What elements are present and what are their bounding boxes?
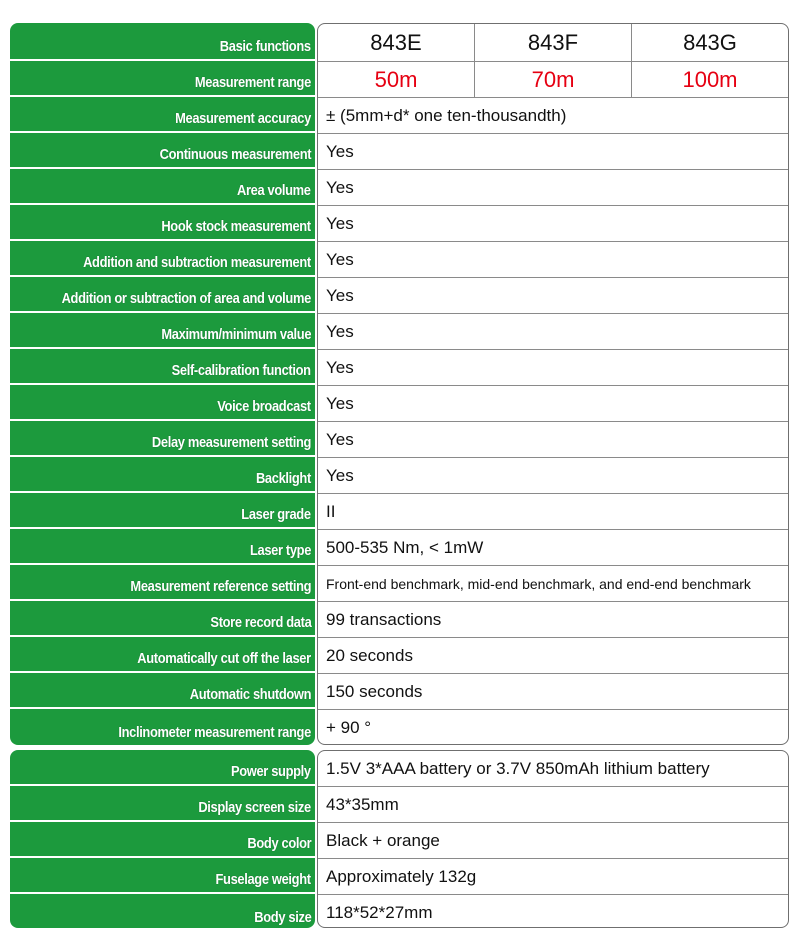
range-cell bbox=[632, 62, 788, 97]
label-row-addition-and-subtraction-measurement bbox=[10, 241, 315, 277]
spec-label: Maximum/minimum value bbox=[161, 326, 311, 343]
spec-labels-column bbox=[10, 23, 315, 745]
spec-label: Voice broadcast bbox=[217, 398, 311, 415]
label-row-body-color bbox=[10, 822, 315, 858]
spec-label: Continuous measurement bbox=[159, 146, 311, 163]
spec-label: Inclinometer measurement range bbox=[118, 724, 311, 741]
spec-value: 43*35mm bbox=[318, 787, 788, 823]
spec-value: 1.5V 3*AAA battery or 3.7V 850mAh lithium battery bbox=[318, 751, 788, 787]
spec-table-main bbox=[10, 23, 789, 745]
spec-value: 500-535 Nm, < 1mW bbox=[318, 530, 788, 566]
label-row-power-supply bbox=[10, 750, 315, 786]
label-row-inclinometer-measurement-range bbox=[10, 709, 315, 745]
spec-value: Black + orange bbox=[318, 823, 788, 859]
spec-label: Basic functions bbox=[220, 38, 311, 55]
label-row-laser-type bbox=[10, 529, 315, 565]
spec-label: Measurement range bbox=[194, 74, 311, 91]
model-cell bbox=[318, 24, 475, 61]
spec-value: + 90 ° bbox=[326, 718, 372, 737]
range-value: 70m bbox=[531, 66, 575, 92]
label-row-delay-measurement-setting bbox=[10, 421, 315, 457]
spec-label: Body size bbox=[253, 909, 311, 926]
label-row-voice-broadcast bbox=[10, 385, 315, 421]
spec-label: Store record data bbox=[210, 614, 311, 631]
measurement-range-row bbox=[318, 62, 788, 98]
spec-label: Laser type bbox=[249, 542, 311, 559]
label-row-display-screen-size bbox=[10, 786, 315, 822]
spec-value: Approximately 132g bbox=[318, 859, 788, 895]
spec-label: Fuselage weight bbox=[215, 871, 311, 888]
model-name: 843F bbox=[527, 29, 579, 55]
spec-label: Delay measurement setting bbox=[151, 434, 311, 451]
label-row-laser-grade bbox=[10, 493, 315, 529]
spec-label: Hook stock measurement bbox=[161, 218, 311, 235]
model-header-row bbox=[318, 24, 788, 62]
spec-label: Backlight bbox=[256, 470, 311, 487]
range-value: 50m bbox=[374, 66, 418, 92]
spec-value: 99 transactions bbox=[318, 602, 788, 638]
model-cell bbox=[475, 24, 632, 61]
spec-value: ± (5mm+d* one ten-thousandth) bbox=[318, 98, 788, 134]
spec-label: Area volume bbox=[237, 182, 311, 199]
label-row-store-record-data bbox=[10, 601, 315, 637]
spec-value: Yes bbox=[318, 170, 788, 206]
spec-value: Yes bbox=[318, 206, 788, 242]
label-row-basic-functions bbox=[10, 23, 315, 61]
spec-value: Yes bbox=[318, 350, 788, 386]
spec-value: Yes bbox=[318, 242, 788, 278]
spec-label: Measurement accuracy bbox=[175, 110, 311, 127]
label-row-backlight bbox=[10, 457, 315, 493]
label-row-fuselage-weight bbox=[10, 858, 315, 894]
label-row-hook-stock-measurement bbox=[10, 205, 315, 241]
spec-label: Measurement reference setting bbox=[130, 578, 311, 595]
spec-label: Body color bbox=[247, 835, 311, 852]
label-row-measurement-reference-setting bbox=[10, 565, 315, 601]
model-cell bbox=[632, 24, 788, 61]
model-name: 843E bbox=[370, 29, 422, 55]
spec-label: Power supply bbox=[231, 763, 311, 780]
spec-label: Automatically cut off the laser bbox=[137, 650, 311, 667]
range-cell bbox=[318, 62, 475, 97]
spec-value: Yes bbox=[318, 278, 788, 314]
label-row-automatically-cut-off-the-laser bbox=[10, 637, 315, 673]
spec-label: Addition or subtraction of area and volume bbox=[61, 290, 311, 307]
spec-label: Laser grade bbox=[241, 506, 311, 523]
spec-value: II bbox=[318, 494, 788, 530]
label-row-measurement-accuracy bbox=[10, 97, 315, 133]
label-row-area-volume bbox=[10, 169, 315, 205]
spec-value: Yes bbox=[318, 314, 788, 350]
spec-value: Yes bbox=[318, 386, 788, 422]
label-row-addition-or-subtraction-of-area-and-volume bbox=[10, 277, 315, 313]
label-row-self-calibration-function bbox=[10, 349, 315, 385]
spec-label: Automatic shutdown bbox=[189, 686, 311, 703]
spec-value: Yes bbox=[318, 422, 788, 458]
label-row-maximum-minimum-value bbox=[10, 313, 315, 349]
spec-value: Front-end benchmark, mid-end benchmark, and end-end benchmark bbox=[318, 566, 788, 602]
spec-value: Yes bbox=[318, 134, 788, 170]
spec-label: Display screen size bbox=[198, 799, 311, 816]
spec-label: Addition and subtraction measurement bbox=[83, 254, 311, 271]
label-row-body-size bbox=[10, 894, 315, 928]
spec-value: 118*52*27mm bbox=[326, 903, 433, 922]
spec-label: Self-calibration function bbox=[171, 362, 311, 379]
spec-value: 20 seconds bbox=[318, 638, 788, 674]
spec-values-column bbox=[317, 23, 789, 745]
label-row-automatic-shutdown bbox=[10, 673, 315, 709]
physical-values-column bbox=[317, 750, 789, 928]
range-cell bbox=[475, 62, 632, 97]
model-name: 843G bbox=[683, 29, 737, 55]
spec-value: 150 seconds bbox=[318, 674, 788, 710]
label-row-continuous-measurement bbox=[10, 133, 315, 169]
physical-labels-column bbox=[10, 750, 315, 928]
spec-table-physical bbox=[10, 750, 789, 928]
range-value: 100m bbox=[682, 66, 738, 92]
spec-value: Yes bbox=[318, 458, 788, 494]
label-row-measurement-range bbox=[10, 61, 315, 97]
